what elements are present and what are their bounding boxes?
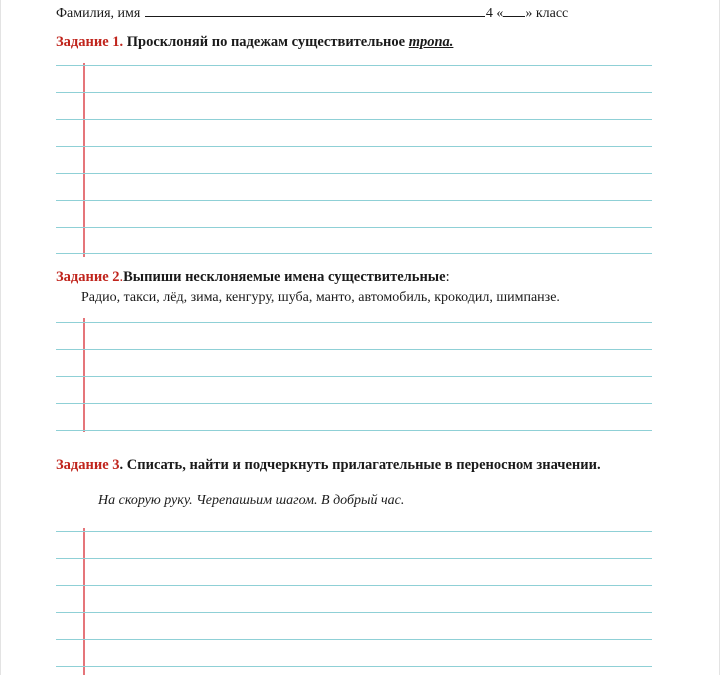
task1-writing-lines (56, 60, 652, 260)
ruled-line (56, 253, 652, 254)
name-label: Фамилия, имя (56, 6, 141, 21)
ruled-line (56, 119, 652, 120)
grade-prefix: 4 « (485, 6, 504, 21)
ruled-line (56, 349, 652, 350)
task2-number: Задание 2 (56, 269, 120, 285)
ruled-line (56, 173, 652, 174)
task3-title (56, 456, 636, 475)
task1-number: Задание 1. (56, 34, 124, 50)
ruled-line (56, 200, 652, 201)
ruled-line (56, 585, 652, 586)
task2-colon: : (445, 269, 450, 285)
ruled-line (56, 558, 652, 559)
task2-writing-lines (56, 316, 652, 436)
ruled-line (56, 227, 652, 228)
ruled-line (56, 612, 652, 613)
ruled-line (56, 666, 652, 667)
task2-dot: . (119, 269, 124, 285)
task2-title (56, 268, 450, 287)
ruled-line (56, 376, 652, 377)
task2-word-list: Радио, такси, лёд, зима, кенгуру, шуба, манто, автомобиль, крокодил, шимпанзе. (81, 290, 560, 305)
ruled-line (56, 403, 652, 404)
name-blank (145, 3, 485, 17)
task2-text: Выпиши несклоняемые имена существительные (123, 269, 446, 285)
margin-line (83, 318, 85, 432)
task1-title (56, 33, 453, 52)
ruled-line (56, 639, 652, 640)
ruled-line (56, 65, 652, 66)
task3-writing-lines (56, 524, 652, 675)
ruled-line (56, 531, 652, 532)
margin-line (83, 528, 85, 675)
task1-text: Просклоняй по падежам существительное (123, 34, 409, 50)
ruled-line (56, 322, 652, 323)
task1-word: тропа. (408, 34, 454, 50)
ruled-line (56, 430, 652, 431)
grade-letter-blank (503, 3, 525, 17)
task3-number: Задание 3 (56, 457, 120, 473)
ruled-line (56, 146, 652, 147)
student-header (56, 3, 568, 23)
task3-phrases: На скорую руку. Черепашьим шагом. В добрый час. (98, 493, 405, 508)
grade-suffix: » класс (525, 6, 569, 21)
ruled-line (56, 92, 652, 93)
task3-text: . Списать, найти и подчеркнуть прилагательные в переносном значении. (119, 457, 601, 473)
